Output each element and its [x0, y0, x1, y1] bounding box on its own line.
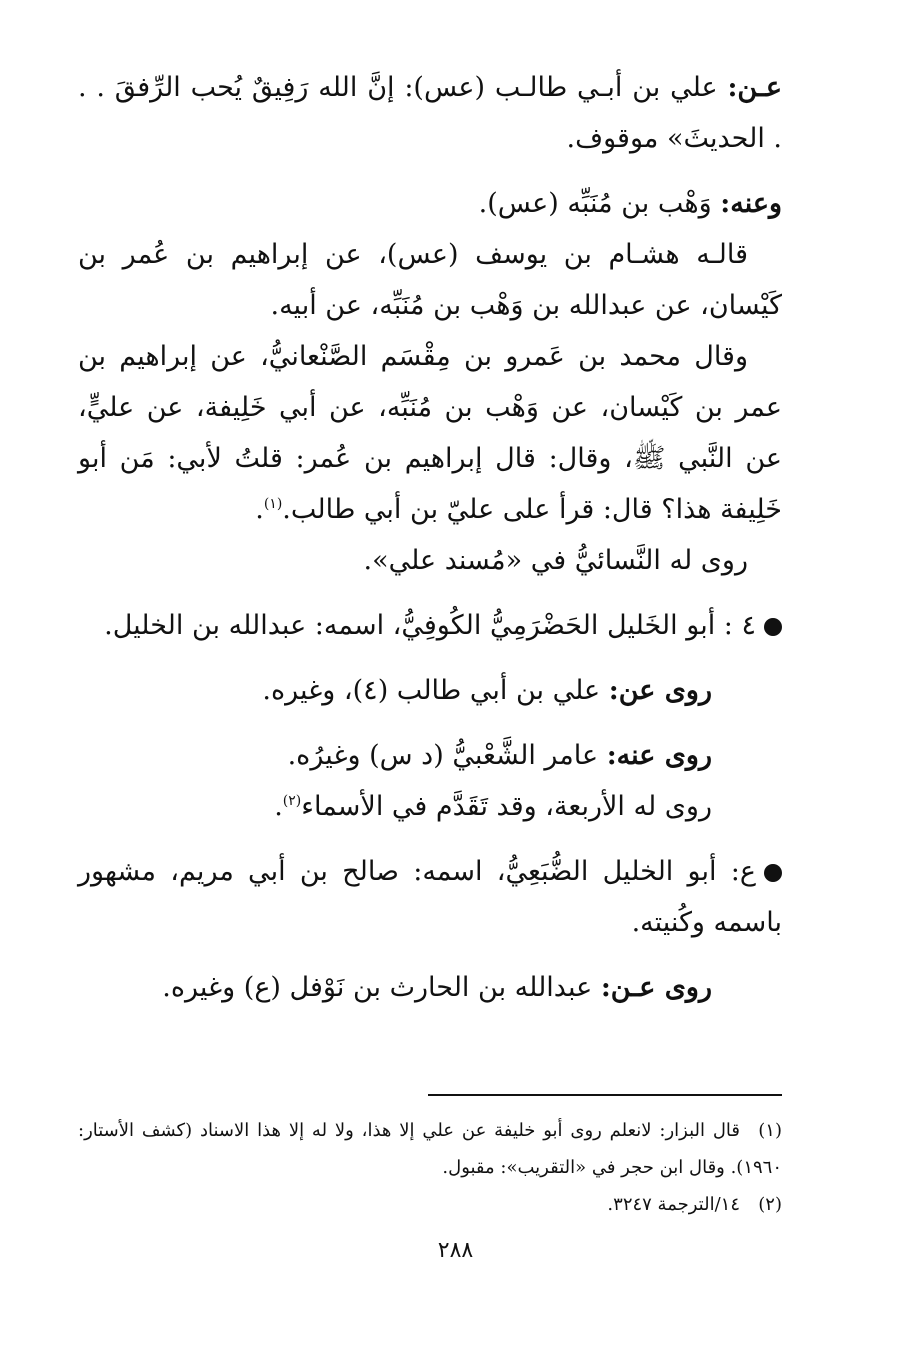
- label: روى عـن:: [600, 972, 712, 1003]
- text: وَهْب بن مُنَبِّه (عس).: [478, 188, 712, 219]
- page-number: ٢٨٨: [437, 1238, 474, 1263]
- footnote-text: ١٤/الترجمة ٣٢٤٧.: [607, 1194, 740, 1215]
- footnotes: [78, 1112, 782, 1223]
- entry-1-narrated-from: [78, 665, 782, 716]
- text: علي بن أبـي طالـب (عس): إنَّ الله رَفِيقٌ يُحب الرِّفقَ . . . الحديثَ» موقوف.: [78, 72, 782, 154]
- punct: .: [274, 791, 283, 822]
- footnote-ref: (١): [263, 496, 283, 512]
- bullet-icon: [764, 618, 782, 636]
- main-text: [78, 62, 782, 1013]
- text: وقال محمد بن عَمرو بن مِقْسَم الصَّنْعانيُّ، عن إبراهيم بن عمر بن كَيْسان، عن وَهْب بن مُنَبِّه، عن أبي خَلِيفة، عن عليٍّ، عن النَّبي ﷺ، وقال: قال إبراهيم بن عُمر: قلتُ لأبي: مَن أبو خَلِيفة هذا؟ قال: قرأ على عليّ بن أبي طالب.: [78, 341, 782, 525]
- text: ع: أبو الخليل الضُّبَعِيُّ، اسمه: صالح بن أبي مريم، مشهور باسمه وكُنيته.: [78, 856, 782, 938]
- label: روى عن:: [608, 675, 712, 706]
- footnote-divider: [428, 1094, 782, 1096]
- bullet-icon: [764, 864, 782, 882]
- entry-1-narrated-by: [78, 730, 782, 781]
- label-an: عـن:: [727, 72, 782, 103]
- label-anhu: وعنه:: [720, 188, 782, 219]
- text: علي بن أبي طالب (٤)، وغيره.: [262, 675, 601, 706]
- paragraph-2: [78, 178, 782, 229]
- entry-2-narrated-from: [78, 962, 782, 1013]
- text: عبدالله بن الحارث بن نَوْفل (ع) وغيره.: [162, 972, 593, 1003]
- entry-2-heading: [78, 846, 782, 948]
- paragraph-1: [78, 62, 782, 164]
- paragraph-3: قالـه هشـام بن يوسف (عس)، عن إبراهيم بن عُمر بن كَيْسان، عن عبدالله بن وَهْب بن مُنَبِّه، عن أبيه.: [78, 239, 782, 321]
- footnote-number: (١): [758, 1120, 782, 1141]
- footnote-ref: (٢): [282, 793, 302, 809]
- footnote-text: قال البزار: لانعلم روى أبو خليفة عن علي إلا هذا، ولا له إلا هذا الاسناد (كشف الأستار: ١٩٦٠). وقال ابن حجر في «التقريب»: مقبول.: [78, 1120, 782, 1178]
- footnote-2: [78, 1186, 782, 1223]
- text: عامر الشَّعْبيُّ (د س) وغيرُه.: [287, 740, 599, 771]
- footnote-1: [78, 1112, 782, 1186]
- label: روى عنه:: [606, 740, 712, 771]
- footnote-number: (٢): [758, 1194, 782, 1215]
- paragraph-5: روى له النَّسائيُّ في «مُسند علي».: [363, 545, 748, 576]
- entry-1-heading: [78, 600, 782, 651]
- paragraph-4: [78, 331, 782, 535]
- text: روى له الأربعة، وقد تَقَدَّم في الأسماء: [301, 791, 712, 822]
- punct: .: [255, 494, 264, 525]
- entry-1-note: [78, 781, 782, 832]
- text: ٤ : أبو الخَليل الحَضْرَمِيُّ الكُوفِيُّ، اسمه: عبدالله بن الخليل.: [104, 610, 756, 641]
